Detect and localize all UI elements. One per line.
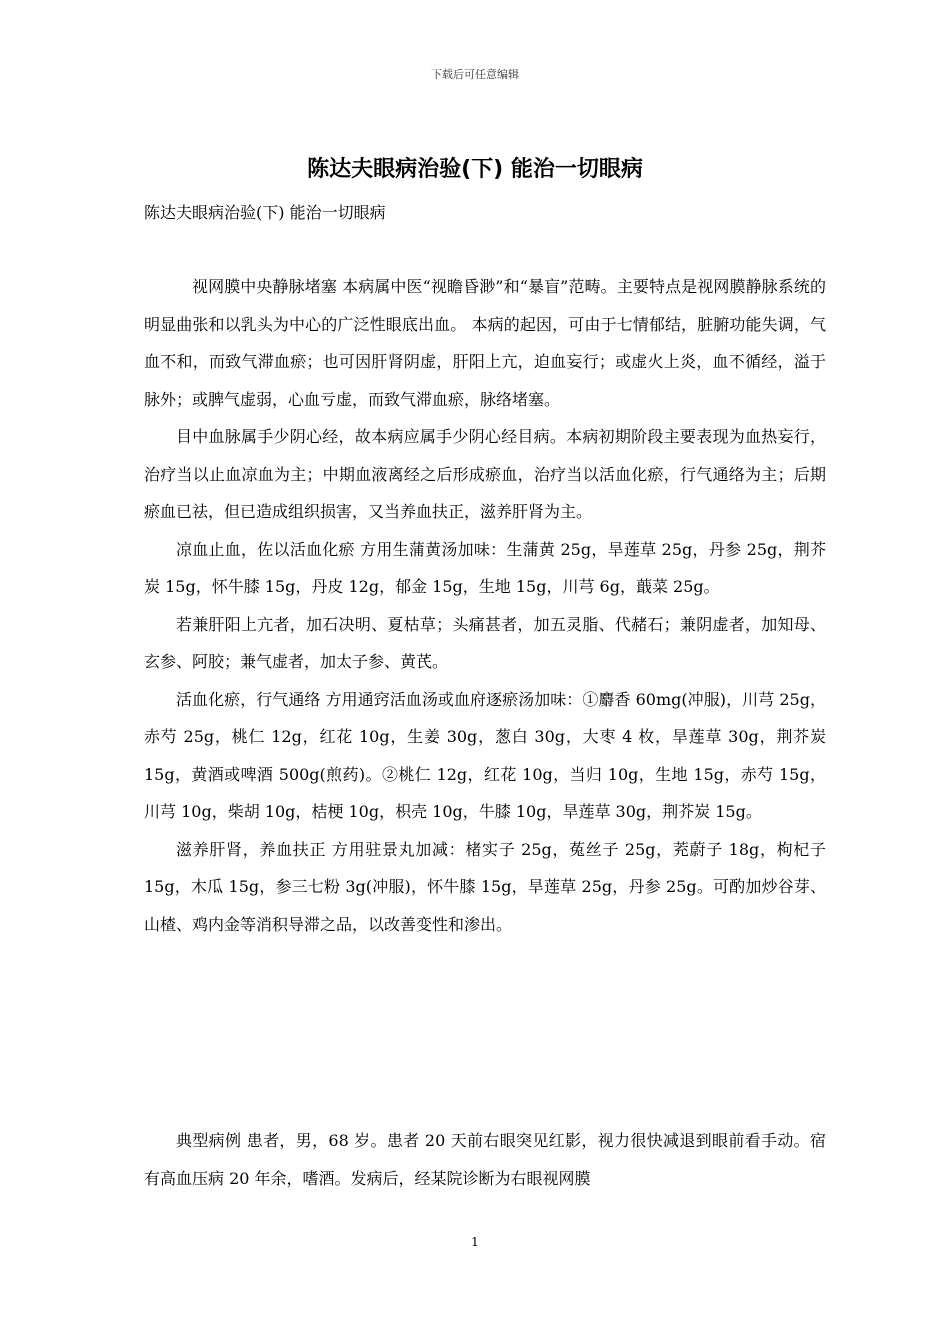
body-section-case bbox=[144, 1122, 826, 1197]
document-title: 陈达夫眼病治验(下) 能治一切眼病 bbox=[307, 157, 643, 182]
paragraph-activate-blood: 活血化瘀，行气通络 方用通窍活血汤或血府逐瘀汤加味：①麝香 60mg(冲服)，川芎 25g，赤芍 25g，桃仁 12g，红花 10g，生姜 30g，葱白 30g，大枣 4 枚，旱莲草 30g，荆芥炭 15g，黄酒或啤酒 500g(煎药)。②桃仁 12g，红花 10g，当归 10g，生地 15g，赤芍 15g，川芎 10g，柴胡 10g，桔梗 10g，枳壳 10g，牛膝 10g，旱莲草 30g，荆芥炭 15g。 bbox=[144, 689, 826, 821]
paragraph-modifications: 若兼肝阳上亢者，加石决明、夏枯草；头痛甚者，加五灵脂、代赭石；兼阴虚者，加知母、玄参、阿胶；兼气虚者，加太子参、黄芪。 bbox=[144, 614, 826, 671]
paragraph-cool-blood: 凉血止血，佐以活血化瘀 方用生蒲黄汤加味：生蒲黄 25g，旱莲草 25g，丹参 25g，荆芥炭 15g，怀牛膝 15g，丹皮 12g，郁金 15g，生地 15g，川芎 6g，蕺菜 25g。 bbox=[144, 539, 826, 596]
paragraph-intro: 视网膜中央静脉堵塞 本病属中医“视瞻昏渺”和“暴盲”范畴。主要特点是视网膜静脉系统的明显曲张和以乳头为中心的广泛性眼底出血。 本病的起因，可由于七情郁结，脏腑功能失调，气血不和，而致气滞血瘀；也可因肝肾阴虚，肝阳上亢，迫血妄行；或虚火上炎，血不循经，溢于脉外；或脾气虚弱，心血亏虚，而致气滞血瘀，脉络堵塞。 bbox=[144, 277, 826, 409]
paragraph-nourish-liver-kidney: 滋养肝肾，养血扶正 方用驻景丸加减：楮实子 25g，菟丝子 25g，茺蔚子 18g，枸杞子 15g，木瓜 15g，参三七粉 3g(冲服)，怀牛膝 15g，旱莲草 25g，丹参 25g。可酌加炒谷芽、山楂、鸡内金等消积导滞之品，以改善变性和渗出。 bbox=[144, 839, 826, 934]
page-number: 1 bbox=[471, 1235, 479, 1249]
body-section-main bbox=[144, 268, 826, 943]
document-subtitle: 陈达夫眼病治验(下) 能治一切眼病 bbox=[144, 203, 386, 222]
paragraph-typical-case: 典型病例 患者，男，68 岁。患者 20 天前右眼突见红影，视力很快减退到眼前看手动。宿有高血压病 20 年余，嗜酒。发病后，经某院诊断为右眼视网膜 bbox=[144, 1131, 826, 1188]
paragraph-meridian: 目中血脉属手少阴心经，故本病应属手少阴心经目病。本病初期阶段主要表现为血热妄行，治疗当以止血凉血为主；中期血液离经之后形成瘀血，治疗当以活血化瘀，行气通络为主；后期瘀血已祛，但已造成组织损害，又当养血扶正，滋养肝肾为主。 bbox=[144, 427, 826, 521]
page-header: 下载后可任意编辑 bbox=[431, 68, 519, 81]
